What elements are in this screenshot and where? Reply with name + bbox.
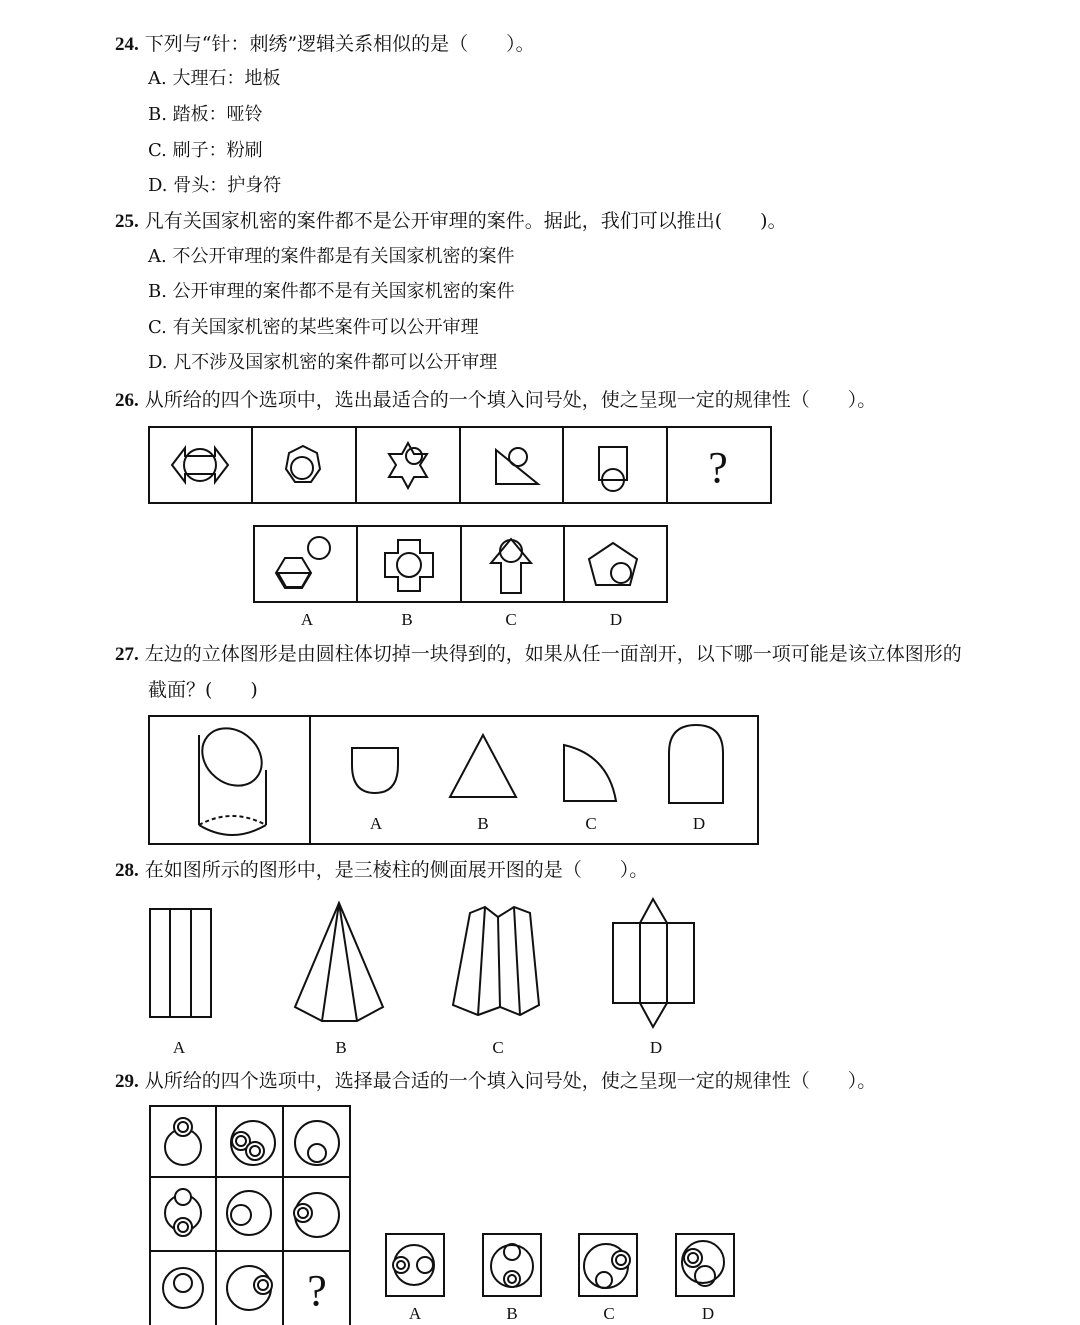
- question-text: 在如图所示的图形中，是三棱柱的侧面展开图的是（ ）。: [144, 859, 649, 881]
- option-c-arrow-circle-icon[interactable]: [491, 539, 531, 593]
- question-number: 28.: [115, 860, 139, 881]
- q25-option-a[interactable]: A. 不公开审理的案件都是有关国家机密的案件: [148, 246, 515, 267]
- q26-options-figure: [253, 525, 668, 603]
- q29-options-figure: [385, 1232, 735, 1298]
- q26-label-c[interactable]: C: [505, 610, 517, 629]
- question-mark: ?: [307, 1266, 327, 1315]
- q29-label-a[interactable]: A: [408, 1304, 422, 1323]
- option-c-quarter-circle-icon[interactable]: [564, 745, 616, 801]
- q28-label-b[interactable]: B: [335, 1038, 347, 1057]
- question-27: [115, 642, 962, 667]
- option-d-circles-icon[interactable]: [676, 1234, 734, 1296]
- question-29: [115, 1069, 876, 1094]
- q29-label-b[interactable]: B: [506, 1304, 518, 1323]
- triangle-circle-icon: [496, 448, 538, 484]
- question-28: [115, 858, 648, 883]
- q28-label-a[interactable]: A: [172, 1038, 186, 1057]
- question-number: 25.: [115, 211, 139, 232]
- option-d-pentagon-circle-icon[interactable]: [589, 543, 637, 585]
- q27-label-b[interactable]: B: [477, 814, 489, 833]
- q28-label-c[interactable]: C: [492, 1038, 504, 1057]
- question-number: 29.: [115, 1071, 139, 1092]
- cell-8-circles-icon: [227, 1266, 272, 1310]
- option-a-hexagon-circle-icon[interactable]: [276, 537, 330, 588]
- option-a-u-shape-icon[interactable]: [352, 748, 398, 793]
- cell-3-circles-icon: [295, 1121, 339, 1165]
- q26-label-b[interactable]: B: [401, 610, 413, 629]
- q24-option-a[interactable]: A. 大理石：地板: [148, 68, 281, 89]
- q25-option-b[interactable]: B. 公开审理的案件都不是有关国家机密的案件: [148, 281, 515, 302]
- q27-label-a[interactable]: A: [369, 814, 383, 833]
- q29-label-d[interactable]: D: [701, 1304, 715, 1323]
- option-b-circles-icon[interactable]: [483, 1234, 541, 1296]
- question-mark: ?: [708, 443, 728, 492]
- question-text: 下列与“针：刺绣”逻辑关系相似的是（ ）。: [144, 33, 535, 55]
- double-arrow-circle-icon: [172, 448, 228, 482]
- q29-grid-figure: [149, 1105, 351, 1325]
- question-number: 26.: [115, 390, 139, 411]
- cell-5-circles-icon: [227, 1191, 271, 1235]
- q28-figure: [140, 895, 710, 1035]
- q27-label-d[interactable]: D: [692, 814, 706, 833]
- question-number: 24.: [115, 34, 139, 55]
- option-c-trapezoid-strips-icon[interactable]: [453, 907, 539, 1015]
- question-text: 凡有关国家机密的案件都不是公开审理的案件。据此，我们可以推出( )。: [144, 210, 787, 232]
- q29-label-c[interactable]: C: [603, 1304, 615, 1323]
- option-b-triangle-icon[interactable]: [450, 735, 516, 797]
- heptagon-circle-icon: [286, 446, 320, 482]
- hexagram-circle-icon: [389, 443, 427, 488]
- cell-4-circles-icon: [165, 1189, 201, 1236]
- cut-cylinder-icon: [191, 717, 273, 835]
- q24-option-b[interactable]: B. 踏板：哑铃: [148, 104, 263, 125]
- question-number: 27.: [115, 644, 139, 665]
- cell-7-circles-icon: [163, 1268, 203, 1308]
- option-d-arch-icon[interactable]: [669, 725, 723, 803]
- question-26: [115, 388, 876, 413]
- question-27-line2: 截面？( ): [148, 679, 258, 701]
- square-circle-icon: [599, 447, 627, 491]
- q26-label-d[interactable]: D: [609, 610, 623, 629]
- question-text: 从所给的四个选项中，选出最适合的一个填入问号处，使之呈现一定的规律性（ ）。: [144, 389, 877, 411]
- cell-1-circles-icon: [165, 1118, 201, 1165]
- option-d-prism-net-icon[interactable]: [613, 899, 694, 1027]
- question-text: 左边的立体图形是由圆柱体切掉一块得到的，如果从任一面剖开，以下哪一项可能是该立体图形的: [144, 643, 962, 665]
- question-25: [115, 209, 787, 234]
- option-b-cross-circle-icon[interactable]: [385, 540, 433, 591]
- q27-figure: [148, 715, 759, 845]
- q27-label-c[interactable]: C: [585, 814, 597, 833]
- option-a-circles-icon[interactable]: [386, 1234, 444, 1296]
- q26-sequence-figure: [148, 426, 772, 504]
- q28-label-d[interactable]: D: [649, 1038, 663, 1057]
- cell-2-circles-icon: [231, 1121, 275, 1165]
- question-24: [115, 32, 535, 57]
- q26-label-a[interactable]: A: [300, 610, 314, 629]
- q24-option-c[interactable]: C. 刷子：粉刷: [148, 140, 263, 161]
- q25-option-d[interactable]: D. 凡不涉及国家机密的案件都可以公开审理: [148, 352, 498, 373]
- option-c-circles-icon[interactable]: [579, 1234, 637, 1296]
- q24-option-d[interactable]: D. 骨头：护身符: [148, 175, 282, 196]
- option-a-three-rectangles-icon[interactable]: [150, 909, 211, 1017]
- q25-option-c[interactable]: C. 有关国家机密的某些案件可以公开审理: [148, 317, 479, 338]
- cell-6-circles-icon: [294, 1193, 339, 1237]
- option-b-fan-triangles-icon[interactable]: [295, 903, 383, 1021]
- question-text: 从所给的四个选项中，选择最合适的一个填入问号处，使之呈现一定的规律性（ ）。: [144, 1070, 877, 1092]
